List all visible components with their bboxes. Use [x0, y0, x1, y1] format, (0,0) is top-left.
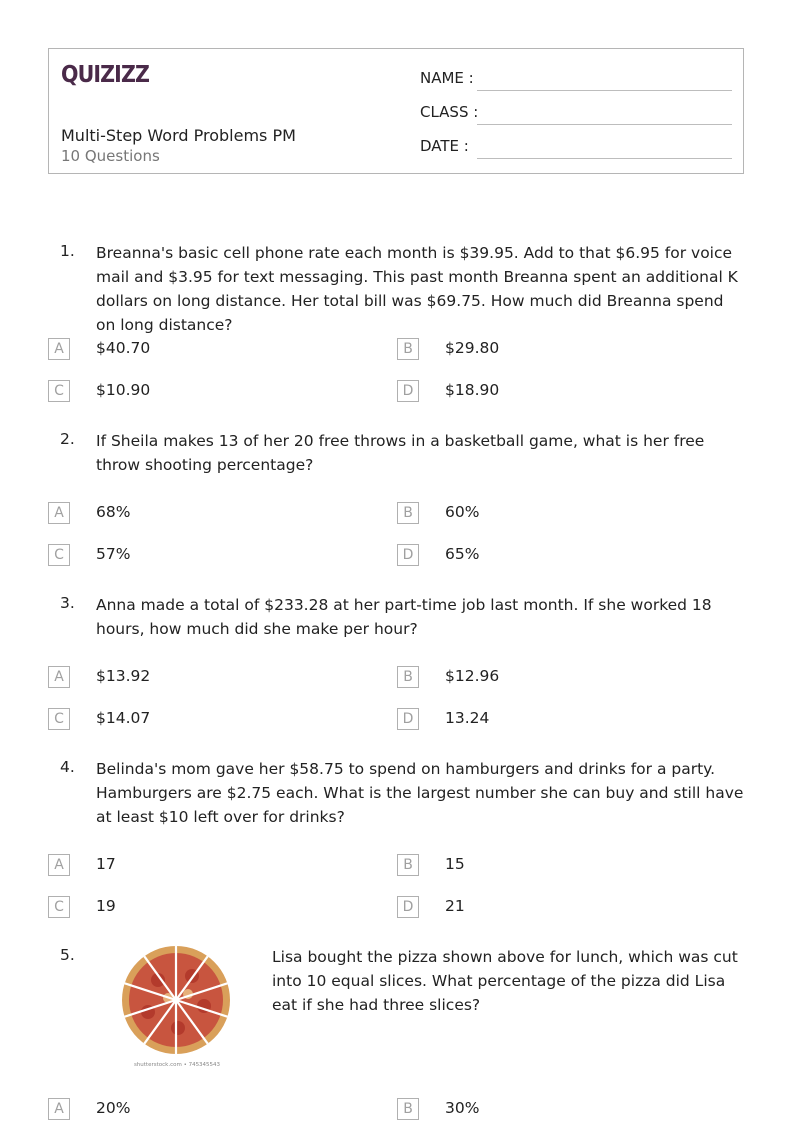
- option-letter-box: A: [48, 854, 70, 876]
- image-caption: shutterstock.com • 745345543: [133, 1062, 221, 1068]
- option-value: 57%: [96, 545, 131, 563]
- option-value: 20%: [96, 1099, 131, 1117]
- worksheet-title: Multi-Step Word Problems PM: [61, 126, 296, 145]
- svg-text:QUIZIZZ: QUIZIZZ: [61, 62, 150, 88]
- question-number: 4.: [60, 758, 75, 776]
- option-letter-box: B: [397, 1098, 419, 1120]
- question-number: 3.: [60, 594, 75, 612]
- question-number: 5.: [60, 946, 75, 964]
- option-value: 13.24: [445, 709, 490, 727]
- option-letter-box: A: [48, 1098, 70, 1120]
- question-number: 1.: [60, 242, 75, 260]
- option-letter-box: B: [397, 666, 419, 688]
- option-letter-box: D: [397, 708, 419, 730]
- option-value: 65%: [445, 545, 480, 563]
- quizizz-logo: [61, 59, 153, 89]
- option-value: $40.70: [96, 339, 151, 357]
- option-letter-box: D: [397, 544, 419, 566]
- option-letter-box: B: [397, 502, 419, 524]
- option-value: 60%: [445, 503, 480, 521]
- question-count: 10 Questions: [61, 147, 160, 165]
- option-value: $14.07: [96, 709, 151, 727]
- option-value: $13.92: [96, 667, 151, 685]
- option-value: $10.90: [96, 381, 151, 399]
- option-letter-box: C: [48, 380, 70, 402]
- question-text: Lisa bought the pizza shown above for lunch, which was cut into 10 equal slices. What percentage of the pizza did Lisa eat if she had three slices?: [272, 948, 738, 1014]
- class-label: CLASS :: [420, 103, 479, 121]
- name-field-line[interactable]: [477, 90, 732, 91]
- class-field-line[interactable]: [477, 124, 732, 125]
- option-letter-box: B: [397, 338, 419, 360]
- option-value: $29.80: [445, 339, 500, 357]
- option-value: $18.90: [445, 381, 500, 399]
- option-letter-box: D: [397, 896, 419, 918]
- option-value: 17: [96, 855, 116, 873]
- question-text: If Sheila makes 13 of her 20 free throws in a basketball game, what is her free throw shooting percentage?: [96, 432, 705, 474]
- option-letter-box: C: [48, 708, 70, 730]
- option-value: 68%: [96, 503, 131, 521]
- question-text: Breanna's basic cell phone rate each month is $39.95. Add to that $6.95 for voice mail and $3.95 for text messaging. This past month Breanna spent an additional K dollars on long distance. Her total bill was $69.75. How much did Breanna spend on long distance?: [96, 244, 738, 334]
- option-letter-box: D: [397, 380, 419, 402]
- question-text: Anna made a total of $233.28 at her part-time job last month. If she worked 18 hours, how much did she make per hour?: [96, 596, 712, 638]
- date-label: DATE :: [420, 137, 469, 155]
- option-letter-box: A: [48, 666, 70, 688]
- question-text: Belinda's mom gave her $58.75 to spend on hamburgers and drinks for a party. Hamburgers are $2.75 each. What is the largest number she can buy and still have at least $10 left over for drinks?: [96, 760, 744, 826]
- question-number: 2.: [60, 430, 75, 448]
- option-value: $12.96: [445, 667, 500, 685]
- date-field-line[interactable]: [477, 158, 732, 159]
- option-value: 30%: [445, 1099, 480, 1117]
- option-letter-box: C: [48, 896, 70, 918]
- option-letter-box: A: [48, 502, 70, 524]
- option-letter-box: B: [397, 854, 419, 876]
- option-letter-box: C: [48, 544, 70, 566]
- option-letter-box: A: [48, 338, 70, 360]
- worksheet-header: [48, 48, 744, 174]
- pizza-image: [118, 946, 236, 1074]
- name-label: NAME :: [420, 69, 474, 87]
- option-value: 21: [445, 897, 465, 915]
- option-value: 19: [96, 897, 116, 915]
- option-value: 15: [445, 855, 465, 873]
